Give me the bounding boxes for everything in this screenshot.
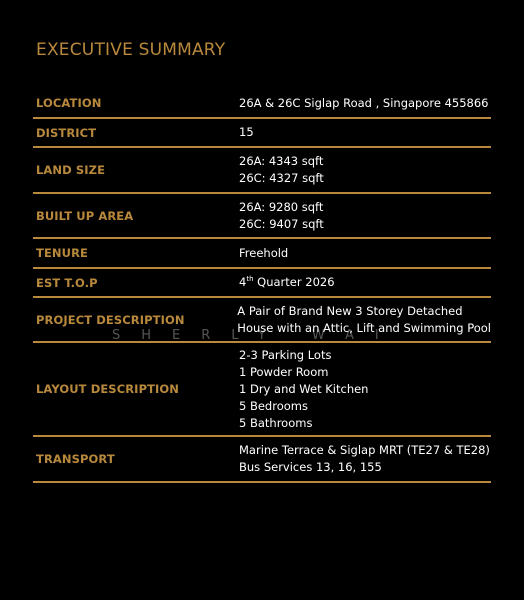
page-title: EXECUTIVE SUMMARY — [36, 40, 226, 60]
value-line: House with an Attic, Lift and Swimming Pool — [237, 320, 491, 335]
row-tenure — [33, 239, 491, 269]
row-value — [236, 95, 491, 112]
row-value — [236, 274, 491, 291]
row-label: LAYOUT DESCRIPTION — [36, 382, 180, 396]
value-line: 5 Bedrooms — [239, 398, 308, 413]
value-line: Freehold — [239, 245, 289, 260]
row-transport — [33, 437, 491, 483]
value-line: Marine Terrace & Siglap MRT (TE27 & TE28) — [239, 443, 490, 457]
row-label: DISTRICT — [36, 125, 97, 140]
value-line: A Pair of Brand New 3 Storey Detached — [237, 303, 463, 318]
row-label: EST T.O.P — [36, 275, 98, 290]
row-value — [236, 442, 491, 476]
row-project-description — [33, 298, 491, 343]
value-line: 1 Powder Room — [239, 364, 329, 379]
row-value — [236, 347, 491, 432]
row-location — [33, 89, 491, 119]
value-line: Bus Services 13, 16, 155 — [239, 460, 382, 474]
value-line: 26C: 9407 sqft — [239, 216, 324, 231]
row-label: PROJECT DESCRIPTION — [36, 312, 185, 327]
value-line: 1 Dry and Wet Kitchen — [239, 381, 369, 396]
value-line — [239, 274, 491, 291]
row-value — [234, 303, 491, 337]
row-value — [236, 245, 491, 262]
row-layout-description — [33, 343, 491, 437]
summary-table — [33, 89, 491, 483]
row-label: BUILT UP AREA — [36, 208, 134, 223]
quarter-year: Quarter 2026 — [253, 275, 335, 289]
row-label: LOCATION — [36, 96, 102, 110]
row-district — [33, 119, 491, 148]
row-value — [236, 124, 491, 141]
value-line: 26A: 9280 sqft — [239, 199, 324, 214]
value-line: 26C: 4327 sqft — [239, 171, 324, 185]
row-label: TENURE — [36, 246, 88, 260]
value-line: 15 — [239, 125, 254, 139]
row-label: LAND SIZE — [36, 163, 106, 177]
watermark: SHERLY WAI — [112, 328, 400, 343]
row-est-top — [33, 269, 491, 298]
value-line: 2-3 Parking Lots — [239, 347, 332, 362]
row-label: TRANSPORT — [36, 452, 115, 466]
quarter-number: 4 — [239, 275, 247, 289]
value-line: 5 Bathrooms — [239, 415, 313, 430]
row-value — [236, 153, 491, 187]
row-value — [236, 199, 491, 233]
ordinal-suffix: th — [246, 275, 254, 283]
row-built-up-area — [33, 194, 491, 239]
value-line: 26A & 26C Siglap Road , Singapore 455866 — [239, 95, 489, 110]
row-land-size — [33, 148, 491, 194]
value-line: 26A: 4343 sqft — [239, 154, 324, 168]
